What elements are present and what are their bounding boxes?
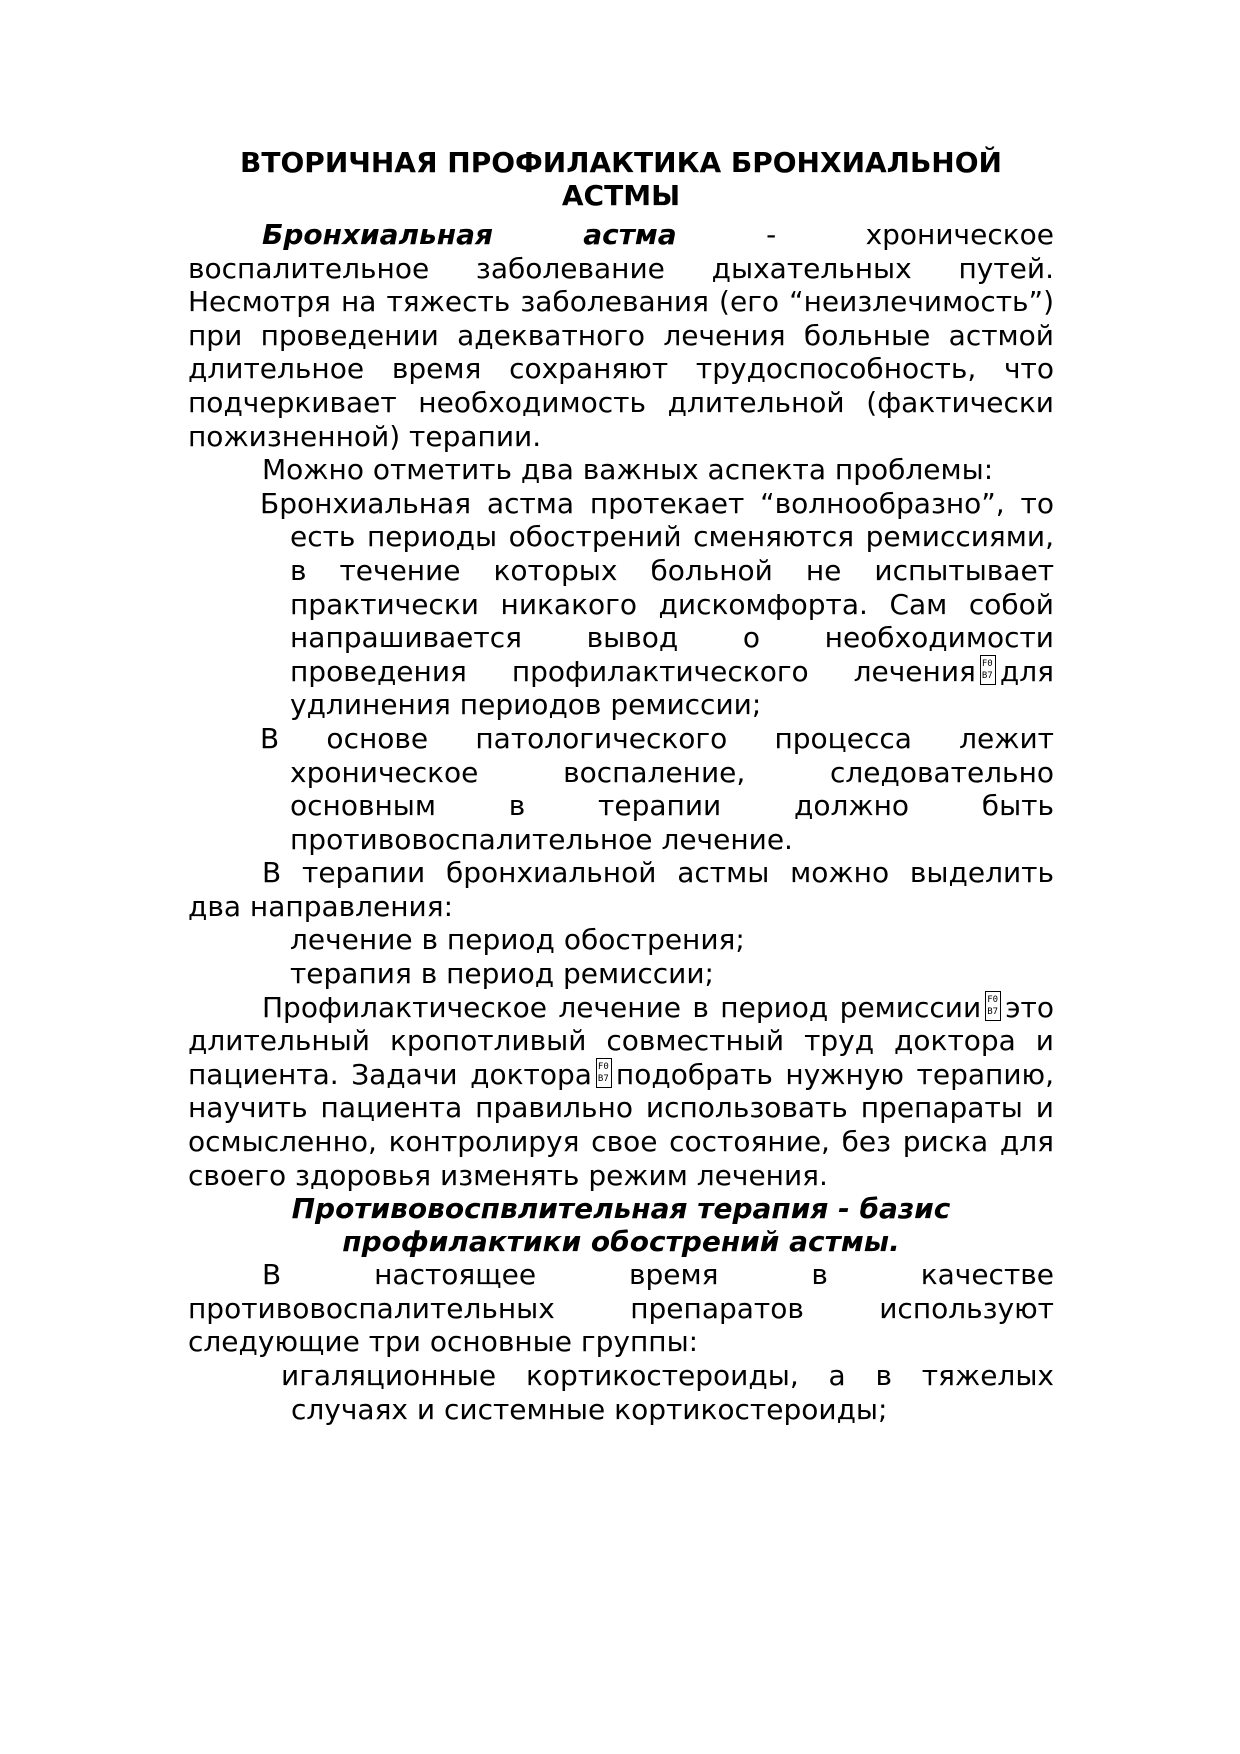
group-item-1: игаляционные кортикостероиды, а в тяжелых случаях и системные кортикостероиды; <box>281 1359 1054 1426</box>
remission-text-2: это длительный кропотливый совместный труд доктора и пациента. Задачи доктора <box>188 990 1054 1091</box>
aspects-lead: Можно отметить два важных аспекта проблемы: <box>262 453 994 487</box>
groups-lead: В настоящее время в качестве противовоспалительных препаратов используют следующие три основные группы: <box>188 1258 1054 1359</box>
directions-lead: В терапии бронхиальной астмы можно выделить два направления: <box>188 856 1054 923</box>
intro-text: - хроническое воспалительное заболевание дыхательных путей. Несмотря на тяжесть заболевания (его “неизлечимость”) при проведении адекватного лечения больные астмой длительное время сохраняют трудоспособность, что подчеркивает необходимость длительной (фактически пожизненной) терапии. <box>188 218 1054 453</box>
intro-paragraph <box>188 218 1054 453</box>
direction-item-1: лечение в период обострения; <box>290 923 745 957</box>
document-page <box>188 146 1054 1426</box>
aspect-item-1 <box>188 487 1054 722</box>
missing-symbol-icon <box>596 1058 612 1088</box>
remission-text-1: Профилактическое лечение в период ремиссии <box>262 990 982 1024</box>
section-subtitle-line-2: профилактики обострений астмы. <box>342 1225 900 1259</box>
aspect-item-1-tail: для удлинения периодов ремиссии; <box>290 654 1054 722</box>
aspect-item-1-text: Бронхиальная астма протекает “волнообразно”, то есть периоды обострений сменяются ремиссиями, в течение которых больной не испытывает практически никакого дискомфорта. Сам собой напрашивается вывод о необходимости проведения профилактического лечения <box>260 486 1054 688</box>
remission-paragraph <box>188 991 1054 1193</box>
direction-item-2: терапия в период ремиссии; <box>290 957 714 991</box>
section-subtitle-line-1: Противовоспвлительная терапия - базис <box>291 1192 951 1226</box>
missing-symbol-icon <box>985 991 1001 1021</box>
page-title: ВТОРИЧНАЯ ПРОФИЛАКТИКА БРОНХИАЛЬНОЙ АСТМЫ <box>240 146 1002 212</box>
missing-symbol-icon <box>980 655 996 685</box>
asthma-term: Бронхиальная астма <box>262 218 677 251</box>
aspect-item-2: В основе патологического процесса лежит хроническое воспаление, следовательно основным в терапии должно быть противовоспалительное лечение. <box>260 721 1054 856</box>
remission-text-3: подобрать нужную терапию, научить пациента правильно использовать препараты и осмысленно, контролируя свое состояние, без риска для своего здоровья изменять режим лечения. <box>188 1057 1054 1192</box>
section-subtitle <box>188 1192 1054 1258</box>
